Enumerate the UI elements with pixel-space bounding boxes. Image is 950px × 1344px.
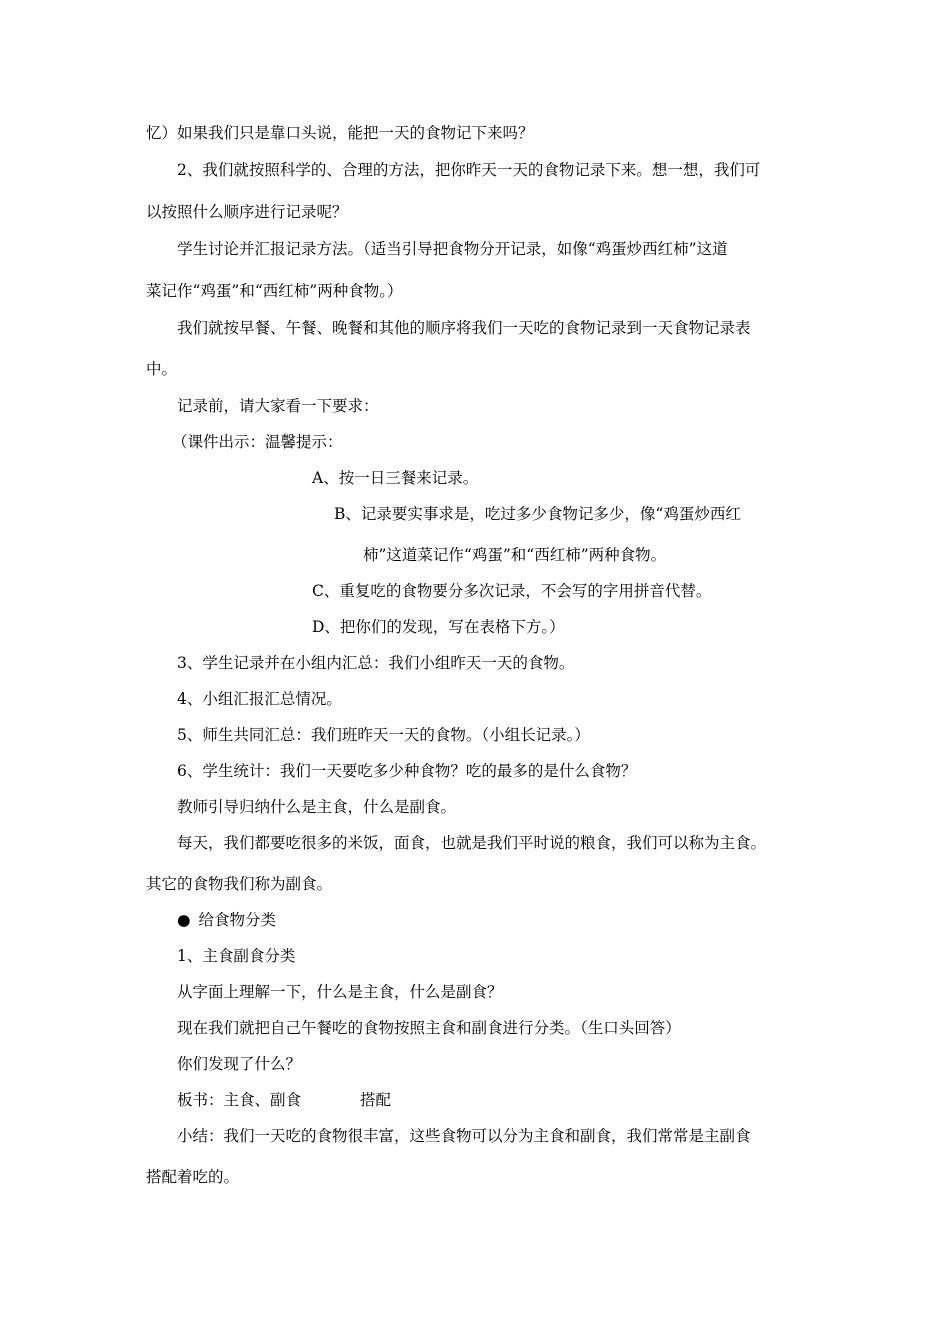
section-heading — [177, 910, 276, 930]
tip-item: 柿”这道菜记作“鸡蛋”和“西红柿”两种食物。 — [363, 546, 667, 564]
paragraph-line: 2、我们就按照科学的、合理的方法，把你昨天一天的食物记录下来。想一想，我们可 — [177, 161, 761, 179]
paragraph-line: （课件出示：温馨提示： — [172, 433, 343, 451]
paragraph-line: 教师引导归纳什么是主食，什么是副食。 — [177, 798, 457, 816]
tip-item: D、把你们的发现，写在表格下方。） — [312, 618, 565, 636]
paragraph-line: 从字面上理解一下，什么是主食，什么是副食？ — [177, 983, 503, 1001]
board-writing: 搭配 — [360, 1091, 392, 1109]
paragraph-line: 以按照什么顺序进行记录呢？ — [146, 203, 348, 221]
tip-item: B、记录要实事求是，吃过多少食物记多少，像“鸡蛋炒西红 — [334, 505, 741, 523]
paragraph-line: 学生讨论并汇报记录方法。（适当引导把食物分开记录，如像“鸡蛋炒西红柿”这道 — [177, 240, 728, 258]
paragraph-line: 6、学生统计：我们一天要吃多少种食物？吃的最多的是什么食物？ — [177, 762, 637, 780]
paragraph-line: 现在我们就把自己午餐吃的食物按照主食和副食进行分类。（生口头回答） — [177, 1019, 681, 1037]
paragraph-line: 菜记作“鸡蛋”和“西红柿”两种食物。） — [146, 282, 403, 300]
section-title: 给食物分类 — [198, 911, 277, 929]
tip-item: C、重复吃的食物要分多次记录，不会写的字用拼音代替。 — [312, 582, 712, 600]
paragraph-line: 你们发现了什么？ — [177, 1055, 302, 1073]
paragraph-line: 中。 — [146, 360, 178, 378]
paragraph-line: 其它的食物我们称为副食。 — [146, 875, 333, 893]
paragraph-line: 3、学生记录并在小组内汇总：我们小组昨天一天的食物。 — [177, 654, 575, 672]
paragraph-line: 忆）如果我们只是靠口头说，能把一天的食物记下来吗？ — [146, 124, 534, 142]
paragraph-line: 小结：我们一天吃的食物很丰富，这些食物可以分为主食和副食，我们常常是主副食 — [177, 1127, 751, 1145]
bullet-icon: ● — [177, 911, 191, 929]
paragraph-line: 搭配着吃的。 — [146, 1168, 240, 1186]
paragraph-line: 每天，我们都要吃很多的米饭，面食，也就是我们平时说的粮食，我们可以称为主食。 — [177, 834, 767, 852]
paragraph-line: 5、师生共同汇总：我们班昨天一天的食物。（小组长记录。） — [177, 726, 590, 744]
paragraph-line: 1、主食副食分类 — [177, 947, 296, 965]
paragraph-line: 记录前，请大家看一下要求： — [177, 397, 379, 415]
tip-item: A、按一日三餐来记录。 — [312, 469, 479, 487]
paragraph-line: 我们就按早餐、午餐、晚餐和其他的顺序将我们一天吃的食物记录到一天食物记录表 — [177, 319, 751, 337]
board-writing: 板书：主食、副食 — [177, 1091, 302, 1109]
paragraph-line: 4、小组汇报汇总情况。 — [177, 690, 342, 708]
